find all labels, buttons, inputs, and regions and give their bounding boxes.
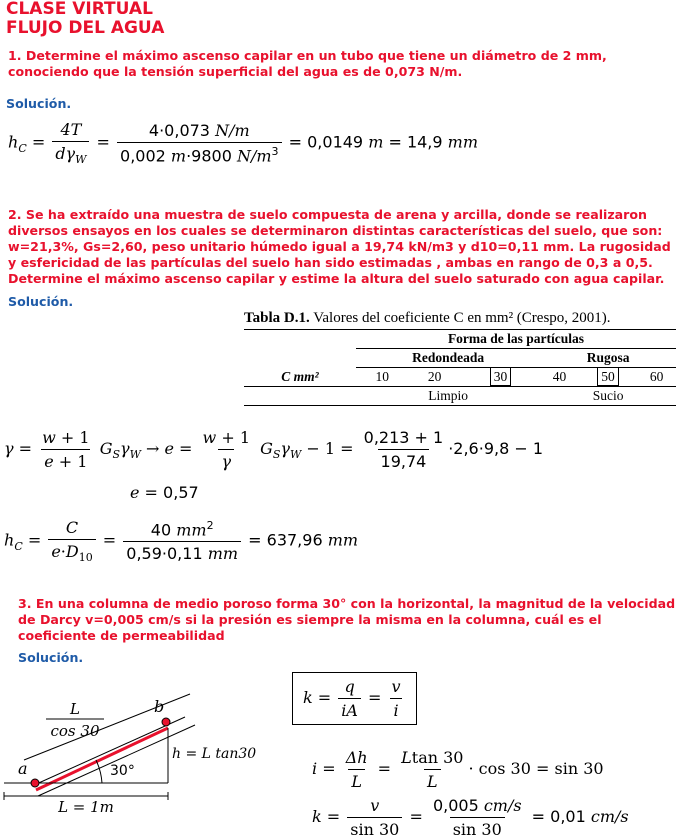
table-cell-40: 40 xyxy=(552,369,567,384)
gradient-equation: i = $\frac{\Delta h}{L}$ = $\frac{Ltan 30}{L}$ · cos 30 = sin 30 xyxy=(312,748,604,791)
coefficient-table xyxy=(244,310,683,406)
table-group-header: Forma de las partículas xyxy=(356,330,676,349)
table-row-label: C mm² xyxy=(244,368,356,387)
eq1-numerator: 0,213 + 1 xyxy=(363,428,444,447)
label-cos30: cos 30 xyxy=(50,722,100,740)
label-b: b xyxy=(154,697,165,716)
label-L: L xyxy=(70,700,80,718)
label-base: L = 1m xyxy=(58,798,114,816)
table-caption-bold: Tabla D.1. xyxy=(244,310,310,326)
label-a: a xyxy=(18,759,28,778)
inclined-column-diagram xyxy=(0,672,290,837)
void-ratio-result: e = 0,57 xyxy=(130,483,199,502)
darcy-k-box: k = $\frac{q}{iA}$ = $\frac{v}{i}$ xyxy=(292,672,417,725)
problem-1-equation: $h_C$ = $\frac{4T}{d\gamma_W}$ = $\frac{4\cdot 0,073 N/m}{0,002 m\cdot 9800 N/m^3}$ = 0,0149 m = 14,9 mm xyxy=(8,120,478,167)
problem-2-solution-label: Solución. xyxy=(8,294,74,309)
point-a xyxy=(31,779,39,787)
page-title-line2: FLUJO DEL AGUA xyxy=(6,18,165,38)
table-cell-20: 20 xyxy=(427,369,442,384)
k-result-equation: k = $\frac{v}{\sin 30}$ = $\frac{0,005 cm/s}{\sin 30}$ = 0,01 cm/s xyxy=(312,796,629,839)
table-footer-clean: Limpio xyxy=(428,388,468,403)
table-caption-text: Valores del coeficiente C en mm² (Crespo, 2001). xyxy=(313,310,611,326)
table-footer-dirty: Sucio xyxy=(592,388,624,403)
eq1-denominator: 19,74 xyxy=(378,449,430,471)
table-subheader-rough: Rugosa xyxy=(540,349,676,368)
table-cell-30: 30 xyxy=(490,367,512,386)
problem-2-void-ratio-equation: γ = $\frac{w + 1}{e + 1}$ $G_S\gamma_W \to e$ = $\frac{w + 1}{\gamma}$ $G_S\gamma_W - 1$ = $\frac{0,213 + 1}{19,74}$ ·2,6·9,8 − 1 xyxy=(4,428,544,471)
table-cell-60: 60 xyxy=(649,369,664,384)
table-cell-10: 10 xyxy=(375,369,389,384)
label-angle: 30° xyxy=(110,763,135,779)
table-cell-50: 50 xyxy=(597,367,619,386)
eq1-tail: ·2,6·9,8 − 1 xyxy=(448,439,544,458)
page-title-line1: CLASE VIRTUAL xyxy=(6,0,153,19)
table-subheader-rounded: Redondeada xyxy=(356,349,540,368)
problem-2-hc-equation: $h_C$ = $\frac{C}{e\cdot D_{10}}$ = $\frac{40 mm^2}{0,59\cdot 0,11 mm}$ = 637,96 mm xyxy=(4,518,359,565)
label-h: h = L tan30 xyxy=(172,746,257,762)
problem-3-text: 3. En una columna de medio poroso forma 30° con la horizontal, la magnitud de la velocidad de Darcy v=0,005 cm/s si la presión es siempre la misma en la columna, cuál es el coeficiente de permeabilidad xyxy=(18,596,676,643)
problem-3-solution-label: Solución. xyxy=(18,650,84,665)
problem-1-solution-label: Solución. xyxy=(6,96,72,111)
problem-2-text: 2. Se ha extraído una muestra de suelo compuesta de arena y arcilla, donde se realizaron diversos ensayos en los cuales se determinaron distintas características del suelo, que son: w=21,3%, Gs=2,60, peso unitario húmedo igual a 19,74 kN/m3 y d10=0,11 mm. La rugosidad y esfericidad de las partículas del suelo han sido estimadas , ambas en rango de 0,3 a 0,5. Determine el máximo ascenso capilar y estime la altura del suelo saturado con agua capilar. xyxy=(8,207,671,286)
problem-1-text: 1. Determine el máximo ascenso capilar en un tubo que tiene un diámetro de 2 mm, conociendo que la tensión superficial del agua es de 0,073 N/m. xyxy=(8,48,607,79)
point-b xyxy=(162,718,170,726)
table-caption xyxy=(244,310,683,327)
